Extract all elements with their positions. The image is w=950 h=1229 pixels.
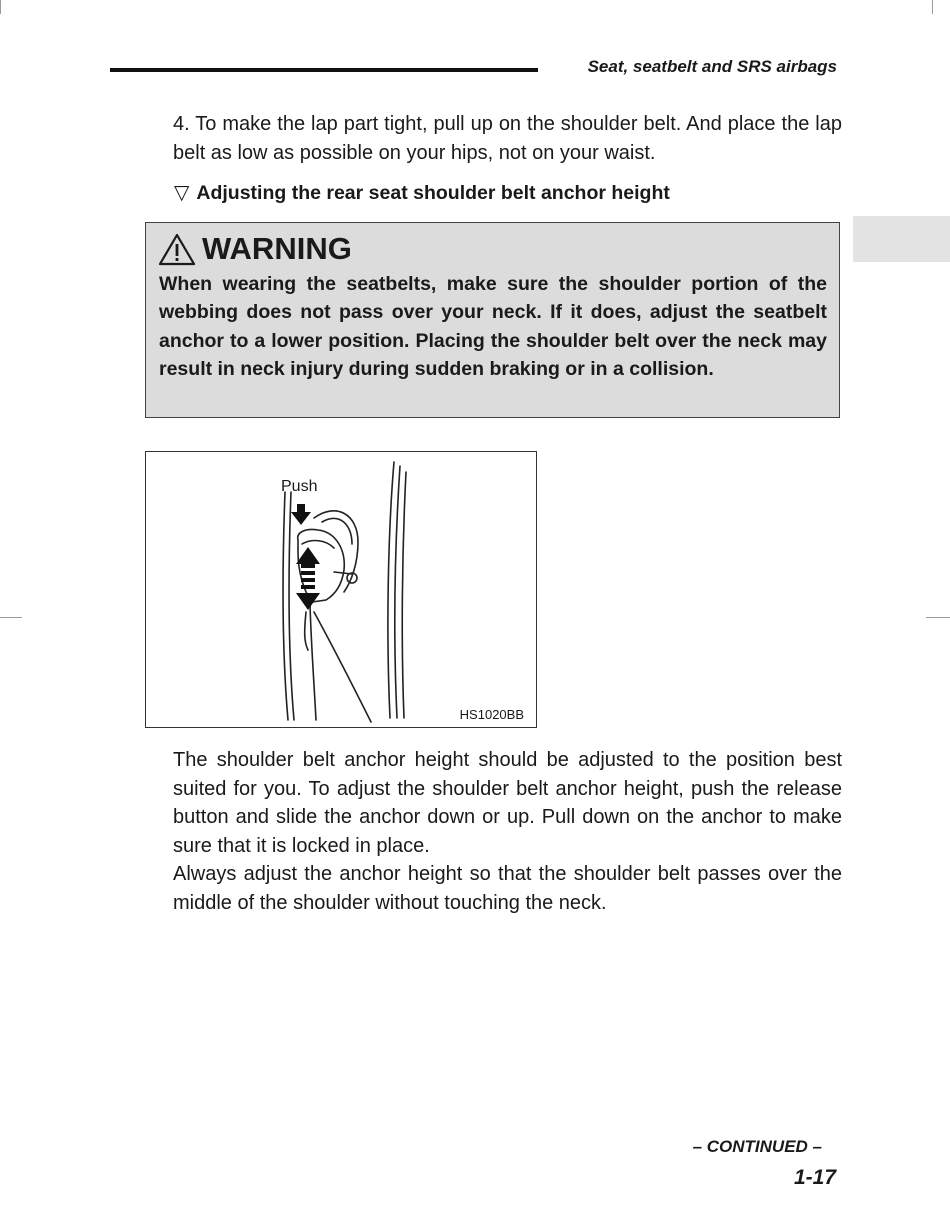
warning-text: When wearing the seatbelts, make sure the shoulder portion of the webbing does not pass over your neck. If it does, adjust the seatbelt anchor to a lower position. Placing the shoulder belt over the neck may result in neck injury during sudden braking or in a collision. <box>159 273 827 380</box>
crop-mark-top-right <box>932 0 933 14</box>
header-rule <box>110 68 538 72</box>
subheading <box>174 180 670 205</box>
continued-label: – CONTINUED – <box>692 1137 822 1156</box>
crop-mark-top-left <box>0 0 1 14</box>
body-text <box>173 746 842 918</box>
step-4-text: 4. To make the lap part tight, pull up on the shoulder belt. And place the lap belt as low as possible on your hips, not on your waist. <box>173 113 842 164</box>
seatbelt-anchor-drawing <box>146 452 536 727</box>
crop-mark-mid-right <box>926 617 950 618</box>
anchor-illustration <box>145 451 537 728</box>
triangle-marker-icon: ▽ <box>174 180 190 204</box>
push-label: Push <box>281 478 318 495</box>
warning-heading <box>158 231 352 267</box>
warning-title: WARNING <box>202 231 352 266</box>
crop-mark-mid-left <box>0 617 22 618</box>
figure-code: HS1020BB <box>459 707 524 722</box>
page-header-title: Seat, seatbelt and SRS airbags <box>587 57 837 76</box>
body-paragraph-1: The shoulder belt anchor height should be adjusted to the position best suited for you. To adjust the shoulder belt anchor height, push the release button and slide the anchor down or up. Pull down on the anchor to make sure that it is locked in place. <box>173 749 842 857</box>
warning-box <box>145 222 840 418</box>
subheading-text: Adjusting the rear seat shoulder belt anchor height <box>196 182 670 204</box>
section-side-tab <box>853 216 950 262</box>
body-paragraph-2: Always adjust the anchor height so that the shoulder belt passes over the middle of the shoulder without touching the neck. <box>173 863 842 914</box>
warning-triangle-icon <box>158 233 196 266</box>
page-number: 1-17 <box>793 1166 836 1189</box>
